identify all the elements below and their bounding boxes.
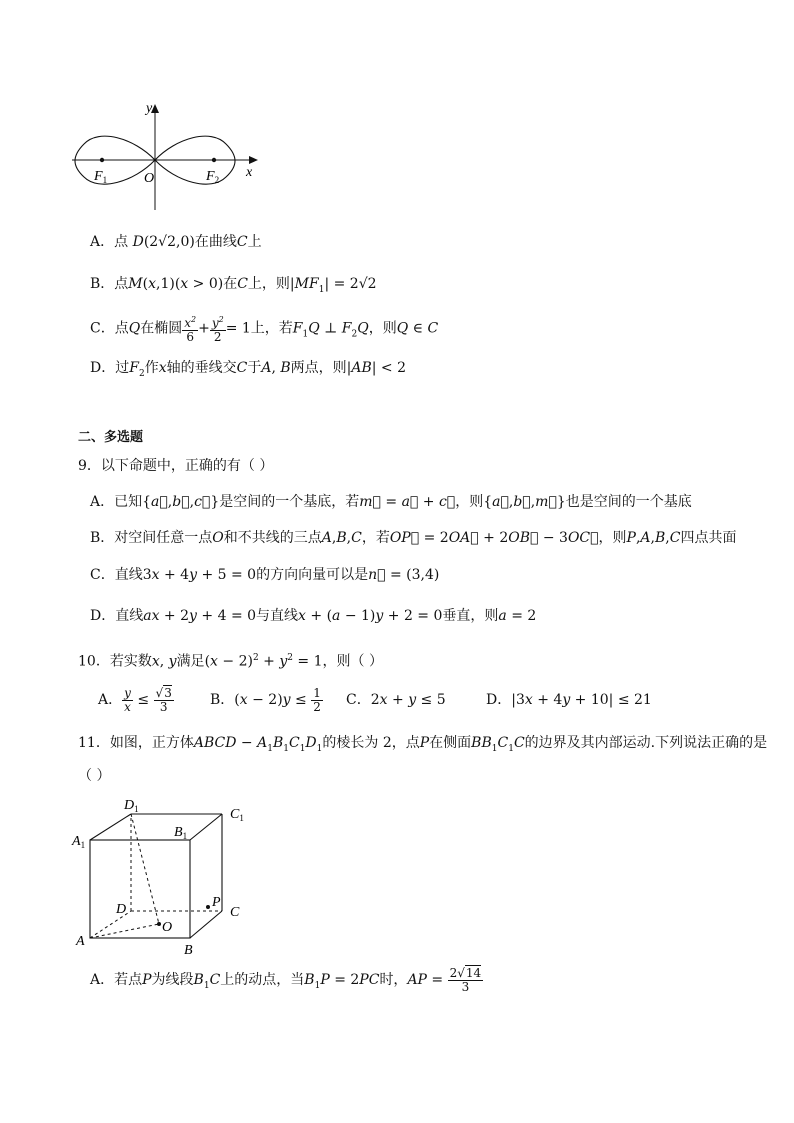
focus1-dot [100, 158, 104, 162]
y-axis-label: y [146, 101, 153, 116]
q8-option-c: C．点Q在椭圆 $\frac{x^2}{6}$ + $\frac{y^2}{2}$ = 1上，若$F_1Q$ ⊥ $F_2Q$，则Q ∈ C [90, 315, 439, 344]
label-a: A [76, 934, 85, 949]
q10-option-d: D．|3x + 4y + 10| ≤ 21 [486, 692, 652, 708]
x-axis-arrow [249, 156, 258, 164]
q10-option-c: C．2x + y ≤ 5 [346, 692, 446, 708]
edge-bc [190, 911, 222, 938]
focus1-label: $F_1$ [94, 169, 108, 185]
q11-option-a: A．若点P为线段$B_1C$上的动点，当$B_1P = 2PC$时，AP = $\frac{2√14}{3}$ [90, 965, 482, 994]
q10-stem: 10．若实数x, y满足$(x - 2)^2 + y^2 = 1$，则（ ） [78, 653, 383, 670]
label-c1: $C_1$ [230, 807, 244, 823]
q8-option-a: A．点 D(2√2,0)在曲线C上 [90, 234, 262, 250]
cube-front-face [90, 840, 190, 938]
q9-option-d: D．直线ax + 2y + 4 = 0与直线x + (a − 1)y + 2 = 0垂直，则a = 2 [90, 608, 537, 624]
focus2-dot [212, 158, 216, 162]
q10-option-a: A． $\frac{y}{x}$ ≤ $\frac{√3}{3}$ [98, 685, 172, 714]
section-title: 二、多选题 [78, 430, 144, 445]
focus2-label: $F_2$ [206, 169, 220, 185]
q11-stem-paren: （ ） [78, 768, 111, 784]
origin-label: O [144, 171, 155, 186]
lemniscate-figure [68, 98, 268, 216]
label-o: O [162, 920, 173, 935]
point-o-dot [157, 922, 161, 926]
point-p-dot [206, 905, 210, 909]
cube-figure [70, 796, 260, 958]
label-p: P [212, 895, 221, 910]
q9-option-c: C．直线3x + 4y + 5 = 0的方向向量可以是n⃗ = (3,4) [90, 567, 440, 583]
q8-option-d: D．过$F_2$作x轴的垂线交C于A, B两点，则|AB| < 2 [90, 360, 407, 379]
label-a1: $A_1$ [72, 834, 86, 850]
x-axis-label: x [246, 165, 253, 180]
q10-option-b: B．(x − 2)y ≤ $\frac{1}{2}$ [210, 685, 321, 714]
label-b1: $B_1$ [174, 825, 188, 841]
label-b: B [184, 943, 193, 958]
q9-option-a: A．已知{a⃗,b⃗,c⃗}是空间的一个基底，若m⃗ = a⃗ + c⃗，则{a⃗,b⃗,m⃗}也是空间的一个基底 [90, 494, 692, 510]
label-d: D [116, 902, 127, 917]
q9-stem: 9．以下命题中，正确的有（ ） [78, 458, 274, 474]
label-c: C [230, 905, 240, 920]
label-d1: $D_1$ [124, 798, 139, 814]
edge-a1d1 [90, 814, 131, 840]
edge-b1c1 [190, 814, 222, 840]
segment-d1o-hidden [131, 814, 159, 924]
q8-option-b: B．点M(x,1)(x > 0)在C上，则$|MF_1| = 2√2$ [90, 276, 377, 295]
q11-stem: 11．如图，正方体ABCD − $A_1B_1C_1D_1$的棱长为 2，点P在侧面$BB_1C_1C$的边界及其内部运动.下列说法正确的是 [78, 735, 768, 754]
q9-option-b: B．对空间任意一点O和不共线的三点A,B,C，若OP⃗ = 2OA⃗ + 2OB⃗ − 3OC⃗，则P,A,B,C四点共面 [90, 530, 737, 546]
